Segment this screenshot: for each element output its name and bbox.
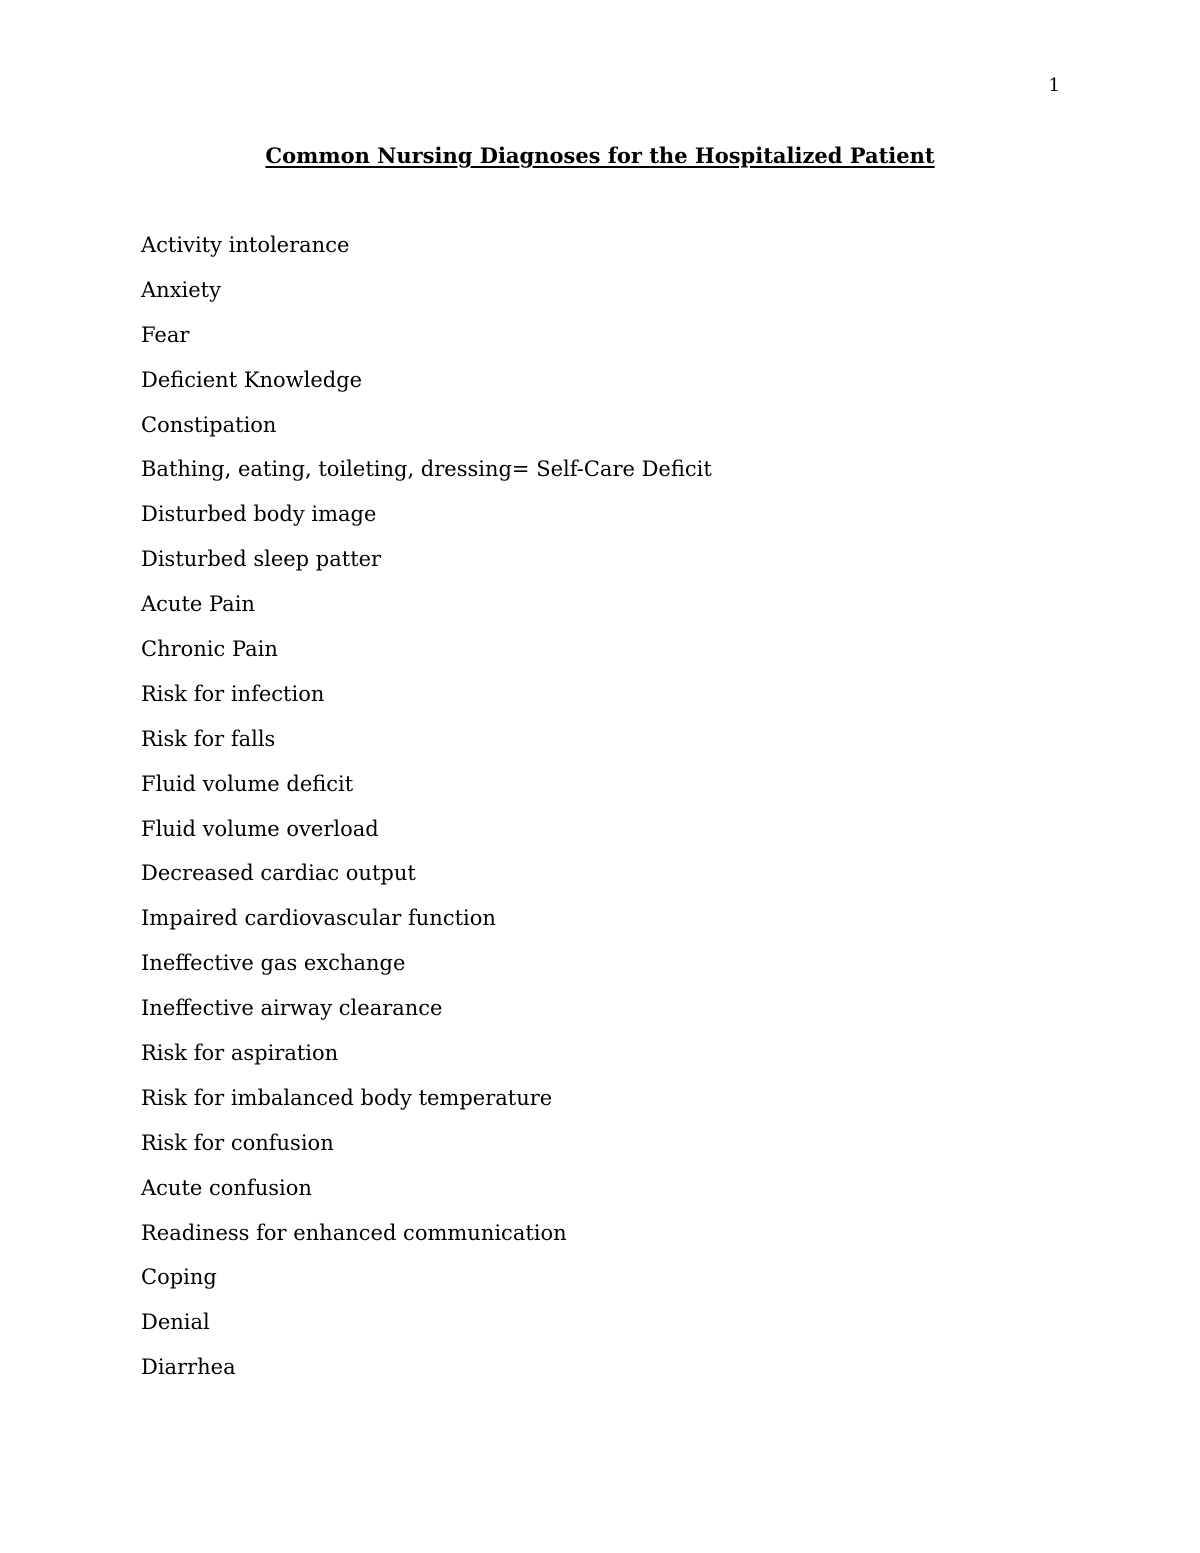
diagnosis-item: Decreased cardiac output (141, 861, 416, 886)
diagnosis-item: Activity intolerance (141, 233, 350, 257)
diagnosis-item: Denial (141, 1310, 210, 1335)
diagnosis-item: Diarrhea (141, 1355, 236, 1380)
diagnosis-item: Disturbed sleep patter (141, 547, 382, 572)
diagnosis-item: Disturbed body image (141, 502, 377, 527)
diagnosis-item: Ineffective airway clearance (141, 996, 443, 1021)
diagnosis-item: Risk for infection (141, 681, 325, 706)
diagnosis-item: Readiness for enhanced communication (141, 1220, 567, 1245)
diagnosis-item: Bathing, eating, toileting, dressing= Self-Care Deficit (141, 457, 712, 482)
diagnosis-item: Deficient Knowledge (141, 367, 363, 392)
diagnosis-item: Acute Pain (141, 592, 255, 617)
document-title: Common Nursing Diagnoses for the Hospitalized Patient (265, 143, 935, 168)
diagnosis-item: Risk for confusion (141, 1130, 334, 1155)
diagnosis-item: Impaired cardiovascular function (141, 906, 496, 931)
diagnosis-item: Ineffective gas exchange (141, 951, 406, 976)
diagnosis-item: Risk for falls (141, 726, 276, 751)
diagnosis-item: Constipation (141, 412, 277, 437)
diagnosis-item: Coping (141, 1265, 217, 1290)
diagnosis-item: Fluid volume overload (141, 816, 379, 841)
diagnosis-item: Chronic Pain (141, 637, 278, 662)
diagnosis-item: Anxiety (141, 277, 221, 302)
diagnosis-item: Fluid volume deficit (141, 771, 354, 796)
diagnosis-item: Fear (141, 322, 190, 347)
diagnosis-list (141, 229, 1101, 1396)
page-number: 1 (1048, 75, 1060, 96)
diagnosis-item: Risk for imbalanced body temperature (141, 1085, 553, 1110)
diagnosis-item: Acute confusion (141, 1175, 312, 1200)
diagnosis-item: Risk for aspiration (141, 1041, 339, 1066)
